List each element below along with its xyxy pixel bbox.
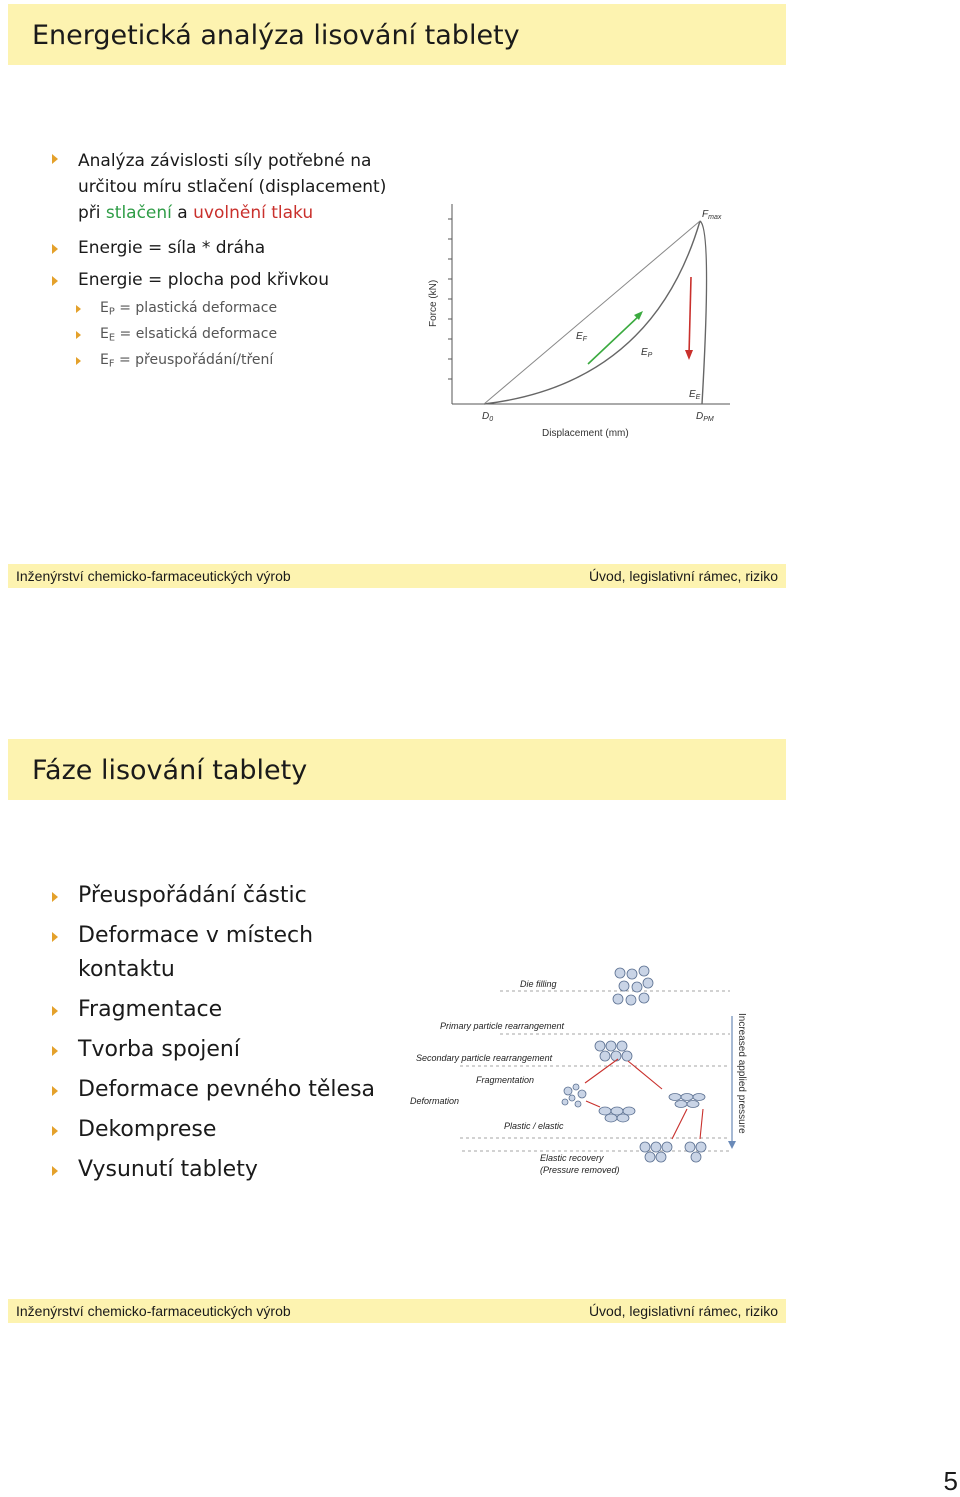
bullet-arrow-icon bbox=[52, 1126, 58, 1136]
bullet-arrow-icon bbox=[76, 305, 81, 313]
text-fragment: při bbox=[78, 203, 106, 223]
compaction-phases-figure bbox=[400, 961, 760, 1191]
slide-title: Energetická analýza lisování tablety bbox=[32, 20, 520, 51]
pressure-arrowhead-icon bbox=[728, 1141, 736, 1149]
fragmentation-label: Fragmentation bbox=[476, 1075, 535, 1085]
bullet-item bbox=[52, 997, 412, 1037]
bullet-arrow-icon bbox=[52, 154, 58, 164]
bullet-list bbox=[52, 148, 432, 378]
slide-footer bbox=[8, 1299, 786, 1323]
recovered-particles bbox=[640, 1142, 706, 1162]
bullet-text: určitou míru stlačení (displacement) bbox=[78, 177, 387, 197]
bullet-arrow-icon bbox=[52, 1166, 58, 1176]
footer-course-name: Inženýrství chemicko-farmaceutických výrob bbox=[16, 1303, 291, 1319]
pressure-axis-label: Increased applied pressure bbox=[736, 1013, 747, 1134]
dpm-label: $D_{PM}$ bbox=[696, 411, 714, 423]
rearranged-particles bbox=[595, 1041, 632, 1061]
straight-line bbox=[484, 221, 700, 404]
compression-label: stlačení bbox=[105, 203, 172, 223]
slide-compaction-phases bbox=[8, 739, 786, 1324]
deformed-particles bbox=[599, 1094, 705, 1123]
bullet-text bbox=[78, 200, 386, 226]
ee-label: $E_E$ bbox=[689, 389, 701, 401]
bullet-item bbox=[52, 1077, 412, 1117]
bullet-text: Přeuspořádání částic bbox=[78, 883, 307, 908]
slide-title-bar bbox=[8, 4, 786, 65]
bullet-item bbox=[52, 238, 432, 270]
plastic-elastic-label: Plastic / elastic bbox=[504, 1121, 564, 1131]
bullet-arrow-icon bbox=[52, 932, 58, 942]
text-fragment: a bbox=[171, 203, 194, 223]
bullet-continuation bbox=[52, 957, 412, 997]
bullet-text: Deformace v místech bbox=[78, 923, 314, 948]
pressure-removed-label: (Pressure removed) bbox=[540, 1165, 620, 1175]
bullet-list bbox=[52, 883, 412, 1197]
fragmented-particles bbox=[562, 1084, 586, 1107]
sub-bullet-item bbox=[52, 352, 432, 378]
sub-bullet-text: $E_F$ = přeuspořádání/tření bbox=[100, 352, 274, 370]
sub-bullet-text: $E_P$ = plastická deformace bbox=[100, 300, 278, 318]
slide-title: Fáze lisování tablety bbox=[32, 755, 308, 786]
bullet-text: Analýza závislosti síly potřebné na bbox=[78, 151, 372, 171]
release-label: uvolnění tlaku bbox=[193, 203, 314, 223]
force-displacement-figure bbox=[412, 199, 742, 444]
bullet-text: Tvorba spojení bbox=[78, 1037, 240, 1062]
footer-section-name: Úvod, legislativní rámec, riziko bbox=[588, 1303, 778, 1319]
bullet-item bbox=[52, 1037, 412, 1077]
bullet-arrow-icon bbox=[52, 276, 58, 286]
phase-divider-lines bbox=[460, 991, 730, 1138]
footer-course-name: Inženýrství chemicko-farmaceutických výrob bbox=[16, 568, 291, 584]
bullet-item bbox=[52, 923, 412, 957]
die-filling-label: Die filling bbox=[520, 979, 557, 989]
x-axis-label: Displacement (mm) bbox=[542, 428, 629, 439]
bullet-text: Deformace pevného tělesa bbox=[78, 1077, 376, 1102]
bullet-arrow-icon bbox=[76, 331, 81, 339]
bullet-text: Fragmentace bbox=[78, 997, 223, 1022]
sub-bullet-item bbox=[52, 326, 432, 352]
page-number: 5 bbox=[943, 1466, 958, 1496]
y-axis-label: Force (kN) bbox=[428, 279, 439, 327]
slide-energy-analysis bbox=[8, 4, 786, 588]
bullet-text: Energie = plocha pod křivkou bbox=[78, 270, 329, 290]
sub-bullet-text: $E_E$ = elsatická deformace bbox=[100, 326, 278, 344]
bullet-item bbox=[52, 270, 432, 300]
footer-section-name: Úvod, legislativní rámec, riziko bbox=[588, 568, 778, 584]
release-arrowhead-icon bbox=[685, 350, 693, 360]
bullet-arrow-icon bbox=[76, 357, 81, 365]
primary-rearrangement-label: Primary particle rearrangement bbox=[440, 1021, 565, 1031]
release-curve bbox=[700, 221, 707, 404]
bullet-item bbox=[52, 883, 412, 923]
fmax-label: $F_{max}$ bbox=[702, 209, 722, 221]
ep-label: $E_P$ bbox=[641, 347, 653, 359]
deformation-label: Deformation bbox=[410, 1096, 460, 1106]
bullet-text: Energie = síla * dráha bbox=[78, 238, 266, 258]
sub-bullet-item bbox=[52, 300, 432, 326]
secondary-rearrangement-label: Secondary particle rearrangement bbox=[416, 1053, 553, 1063]
elastic-recovery-label: Elastic recovery bbox=[540, 1153, 604, 1163]
die-filling-particles bbox=[613, 966, 653, 1005]
bullet-arrow-icon bbox=[52, 1006, 58, 1016]
bullet-arrow-icon bbox=[52, 244, 58, 254]
bullet-item bbox=[52, 148, 432, 248]
bullet-arrow-icon bbox=[52, 892, 58, 902]
bullet-text: Vysunutí tablety bbox=[78, 1157, 258, 1182]
bullet-item bbox=[52, 1157, 412, 1197]
release-arrow bbox=[689, 277, 691, 355]
bullet-text: kontaktu bbox=[78, 957, 175, 982]
d0-label: $D_0$ bbox=[482, 411, 494, 423]
ef-label: $E_F$ bbox=[576, 331, 587, 343]
slide-title-bar bbox=[8, 739, 786, 800]
axis-ticks bbox=[448, 219, 452, 379]
bullet-arrow-icon bbox=[52, 1046, 58, 1056]
bullet-item bbox=[52, 1117, 412, 1157]
bullet-arrow-icon bbox=[52, 1086, 58, 1096]
bullet-text: Dekomprese bbox=[78, 1117, 217, 1142]
slide-footer bbox=[8, 564, 786, 588]
